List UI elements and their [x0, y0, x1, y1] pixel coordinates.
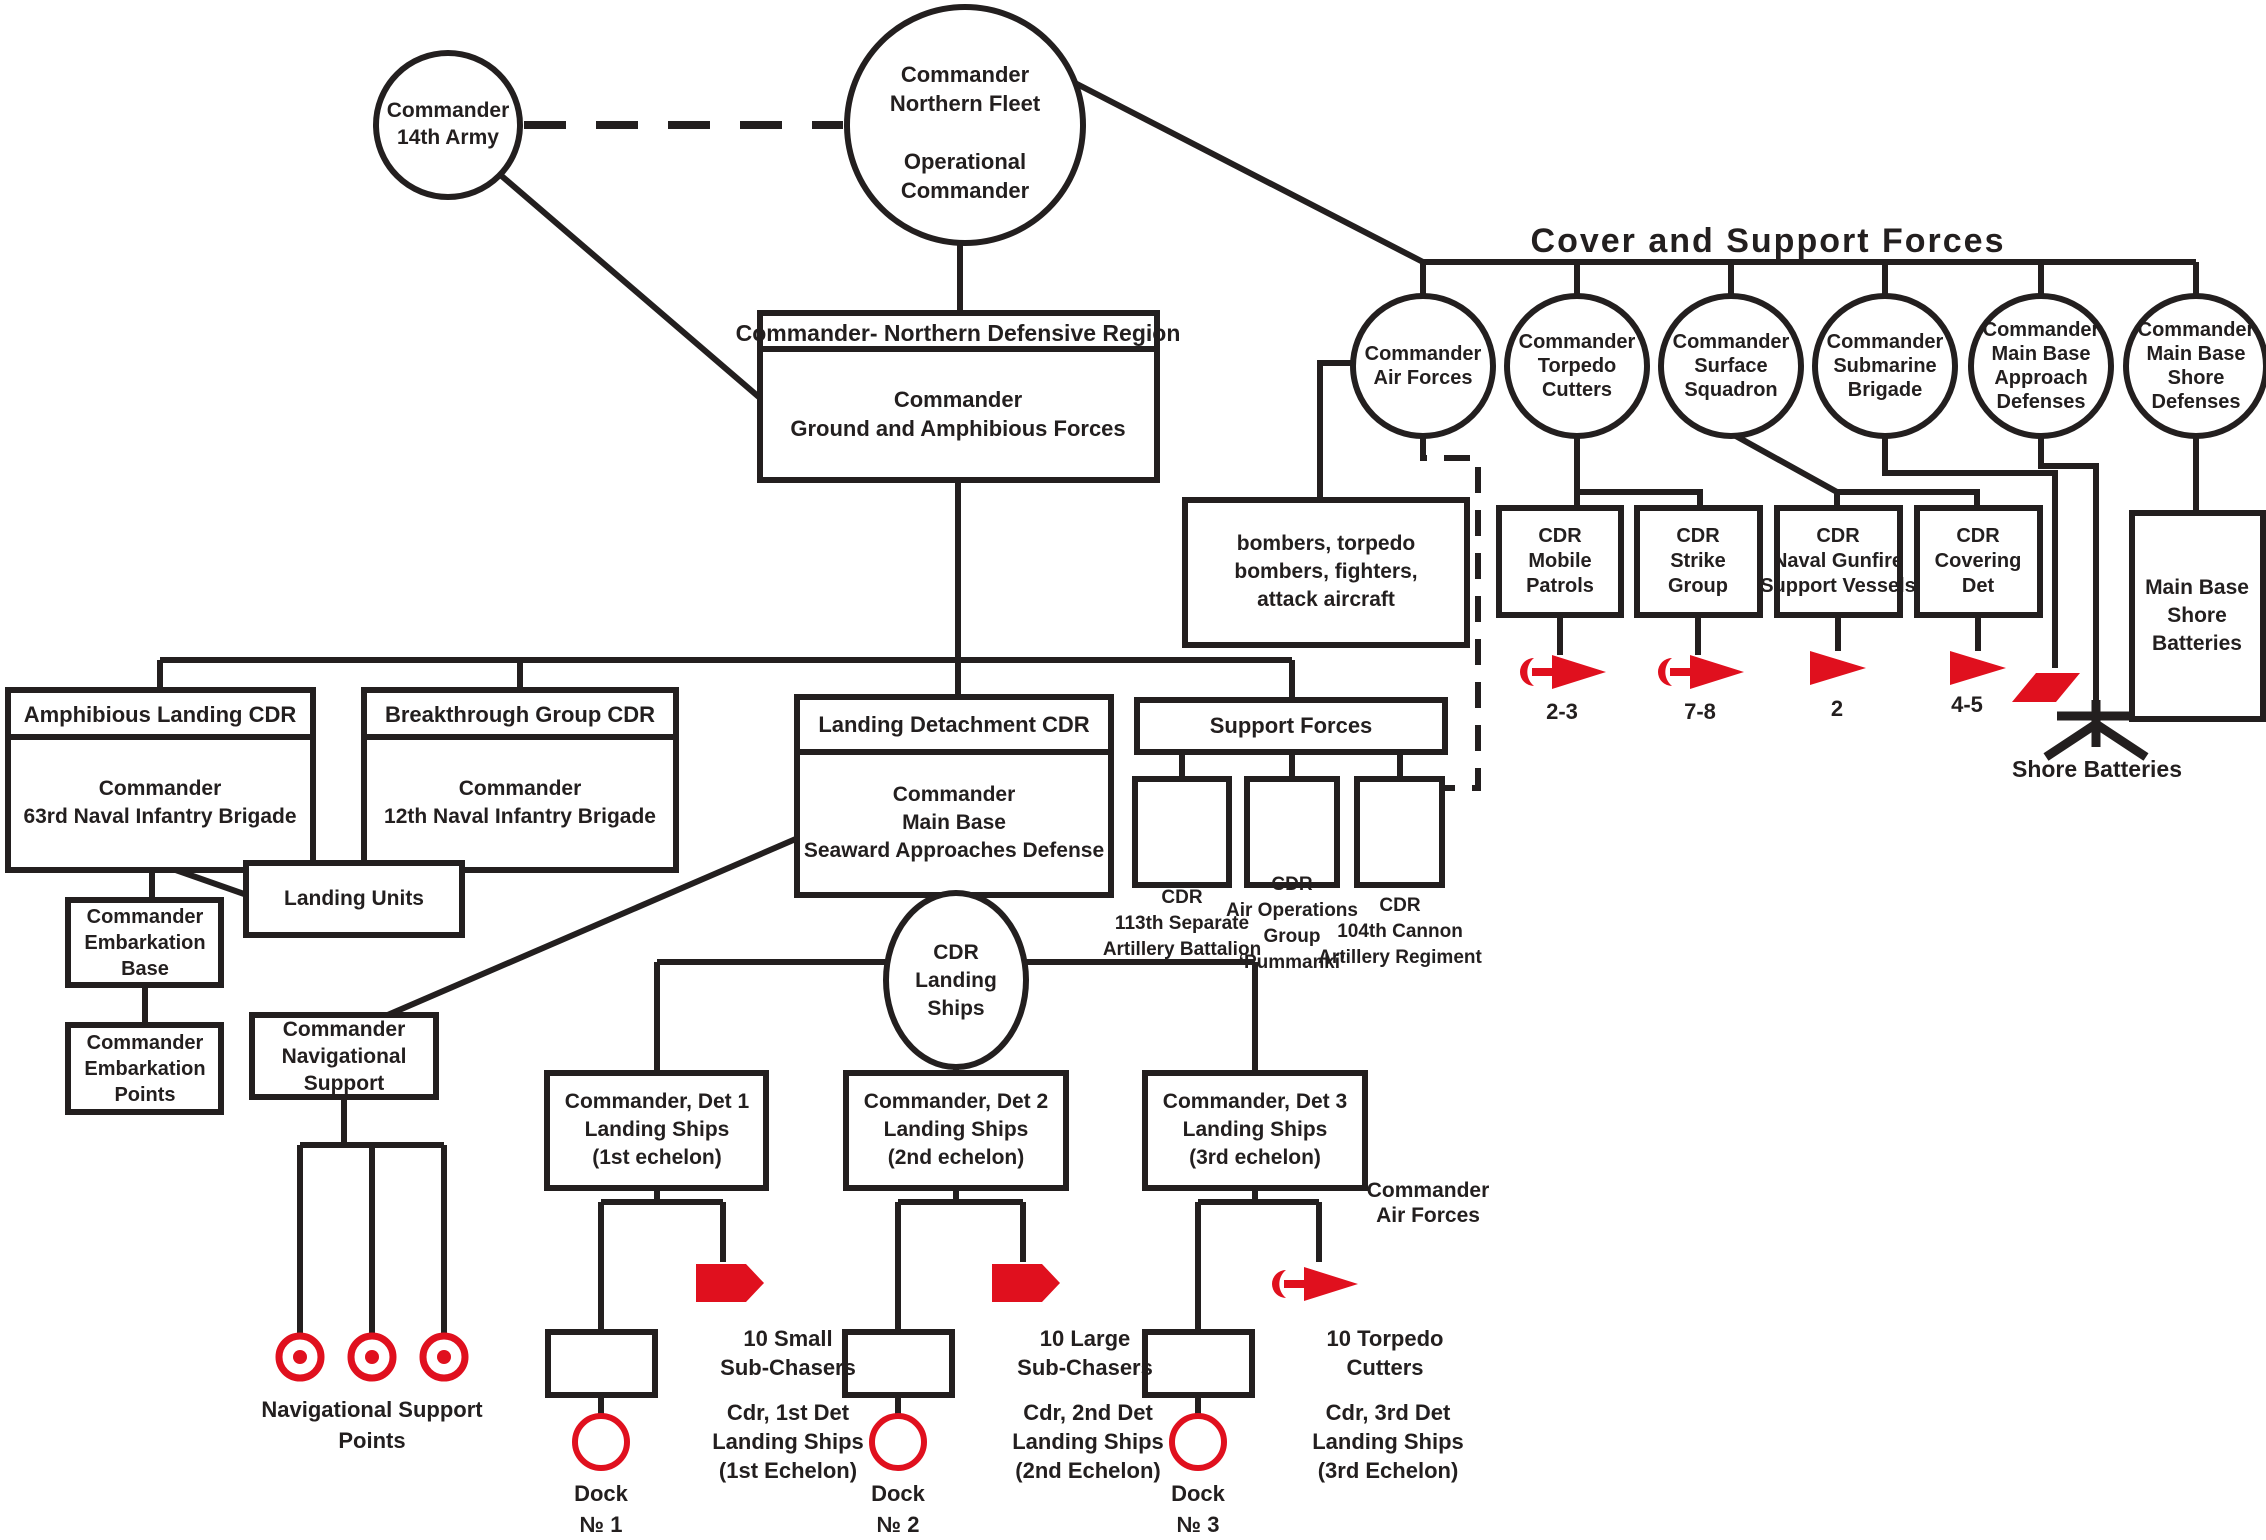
cdr-unit-stubs: [1560, 613, 1978, 655]
dock3-icon: [1172, 1416, 1224, 1468]
label-landing-units: Landing Units: [284, 887, 424, 910]
label-nav-support: Commander Navigational Support: [281, 1018, 407, 1095]
node-dock2-berth: [845, 1332, 952, 1395]
label-embarkation-base: Commander Embarkation Base: [84, 906, 206, 980]
label-ships-det1: 10 Small Sub-Chasers: [720, 1326, 856, 1380]
torpedo-cutter-icon-det3: [1272, 1270, 1286, 1298]
label-air-forces-note: Commander Air Forces: [1366, 1179, 1490, 1227]
label-dock3: Dock № 3: [1171, 1481, 1225, 1537]
node-dock1-berth: [548, 1332, 655, 1395]
label-circle-shore-defenses: Commander Main Base Shore Defenses: [2137, 319, 2255, 413]
nav-point-dot-1: [293, 1350, 307, 1364]
label-det2: Commander, Det 2 Landing Ships (2nd echelon): [863, 1090, 1049, 1169]
torpedo-cutter-icon-mobile-patrols: [1520, 658, 1534, 686]
label-cdr-det1: Cdr, 1st Det Landing Ships (1st Echelon): [712, 1400, 864, 1483]
gunboat-icon-covering-det: [1950, 651, 2006, 685]
node-dock3-berth: [1145, 1332, 1252, 1395]
label-breakthrough-body: Commander 12th Naval Infantry Brigade: [384, 777, 656, 828]
label-14th-army: Commander 14th Army: [386, 99, 510, 149]
link-army-ndr: [497, 172, 760, 398]
label-support-unit-2: CDR Air Operations Group ‘Pummanki’: [1226, 874, 1358, 973]
torpedo-cutter-tri-3: [1304, 1267, 1358, 1301]
torpedo-cutter-icon-strike-group: [1658, 658, 1672, 686]
count-strike-group: 7-8: [1684, 699, 1716, 724]
label-det3: Commander, Det 3 Landing Ships (3rd echelon): [1162, 1090, 1348, 1169]
label-det1: Commander, Det 1 Landing Ships (1st echelon): [564, 1090, 750, 1169]
node-support-unit-2: [1247, 779, 1337, 885]
node-support-unit-1: [1135, 779, 1229, 885]
sub-chaser-icon-det2: [992, 1264, 1060, 1302]
count-naval-gunfire: 2: [1830, 696, 1844, 721]
nav-point-dot-2: [365, 1350, 379, 1364]
label-circle-surface-squadron: Commander Surface Squadron: [1672, 331, 1790, 401]
count-mobile-patrols: 2-3: [1546, 699, 1578, 724]
label-operational-commander: Operational Commander: [900, 149, 1030, 203]
label-bombers: bombers, torpedo bombers, fighters, attack aircraft: [1234, 532, 1418, 611]
label-cdr-strike-group: CDR Strike Group: [1668, 525, 1728, 597]
gunboat-icon-naval-gunfire: [1810, 651, 1866, 685]
dock1-icon: [575, 1416, 627, 1468]
node-commander-northern-fleet: [847, 7, 1083, 243]
label-ships-det3: 10 Torpedo Cutters: [1326, 1326, 1444, 1380]
node-support-unit-3: [1357, 779, 1442, 885]
nav-points-tree: [300, 1095, 444, 1334]
label-cdr-covering-det: CDR Covering Det: [1934, 525, 2022, 597]
link-airforces-bombers: [1320, 363, 1353, 502]
label-support-unit-3: CDR 104th Cannon Artillery Regiment: [1318, 895, 1482, 968]
label-embarkation-points: Commander Embarkation Points: [84, 1032, 206, 1106]
label-circle-torpedo-cutters: Commander Torpedo Cutters: [1518, 331, 1636, 401]
label-ships-det2: 10 Large Sub-Chasers: [1017, 1326, 1153, 1380]
nav-point-dot-3: [437, 1350, 451, 1364]
label-dock2: Dock № 2: [871, 1481, 925, 1537]
label-circle-air-forces: Commander Air Forces: [1364, 343, 1482, 389]
label-cdr-landing-ships: CDR Landing Ships: [915, 941, 997, 1020]
dock2-icon: [872, 1416, 924, 1468]
label-nav-points: Navigational Support Points: [261, 1397, 483, 1453]
label-circle-approach-defenses: Commander Main Base Approach Defenses: [1982, 319, 2100, 413]
link-fleet-cover: [1075, 83, 1423, 262]
label-amphibious-header: Amphibious Landing CDR: [23, 702, 297, 727]
cover-stubs: [1423, 262, 2196, 297]
label-shore-batteries: Shore Batteries: [2011, 756, 2183, 782]
label-northern-fleet: Commander Northern Fleet: [889, 62, 1041, 116]
label-dock1: Dock № 1: [574, 1481, 628, 1537]
label-ndr-header: Commander- Northern Defensive Region: [735, 320, 1181, 346]
count-covering-det: 4-5: [1951, 692, 1983, 717]
label-cdr-det2: Cdr, 2nd Det Landing Ships (2nd Echelon): [1012, 1400, 1164, 1483]
torpedo-cutter-tri-2: [1690, 655, 1744, 689]
mid-bus-drops: [160, 660, 1292, 702]
torpedo-cutters-branch: [1577, 437, 1700, 510]
sub-chaser-icon-det1: [696, 1264, 764, 1302]
shore-battery-unit-icon: [2012, 673, 2080, 702]
label-cdr-det3: Cdr, 3rd Det Landing Ships (3rd Echelon): [1312, 1400, 1464, 1483]
approach-defenses-branch: [2041, 437, 2096, 700]
label-ndr-body: Commander Ground and Amphibious Forces: [790, 387, 1126, 441]
label-main-base-shore-batteries: Main Base Shore Batteries: [2145, 576, 2249, 655]
label-breakthrough-header: Breakthrough Group CDR: [384, 702, 656, 727]
label-circle-submarine-brigade: Commander Submarine Brigade: [1826, 331, 1944, 401]
label-cdr-naval-gunfire: CDR Naval Gunfire Support Vessels: [1760, 525, 1916, 597]
label-cdr-mobile-patrols: CDR Mobile Patrols: [1526, 525, 1594, 597]
label-landing-det-body: Commander Main Base Seaward Approaches Defense: [803, 783, 1105, 862]
label-support-forces-header: Support Forces: [1209, 713, 1373, 738]
label-landing-det-header: Landing Detachment CDR: [818, 712, 1090, 737]
label-support-unit-1: CDR 113th Separate Artillery Battalion: [1102, 887, 1262, 960]
label-amphibious-body: Commander 63rd Naval Infantry Brigade: [23, 777, 297, 828]
torpedo-cutter-tri-1: [1552, 655, 1606, 689]
label-cover-title: Cover and Support Forces: [1530, 222, 2006, 260]
